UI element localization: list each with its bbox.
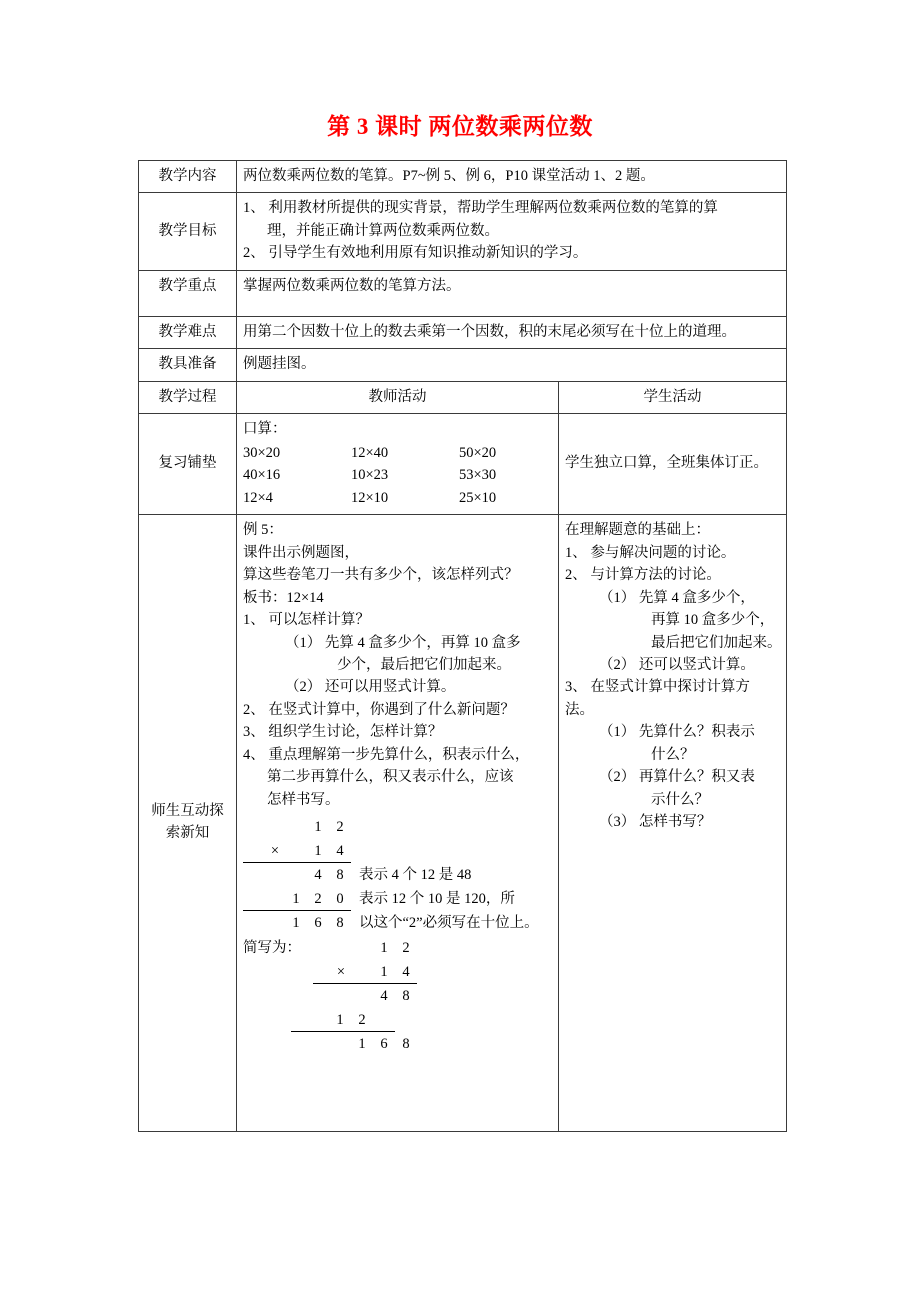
row-value-key-point: [237, 270, 787, 316]
student-step-3-sub-1-line-1: （1） 先算什么？积表示: [599, 724, 755, 741]
student-step-3-sub-2-line-1: （2） 再算什么？积又表: [599, 769, 755, 786]
teacher-step-4-line-3: 怎样书写。: [267, 791, 340, 808]
row-label-objectives: 教学目标: [139, 193, 237, 270]
vertical-calc-row-multiplier: [313, 960, 552, 984]
teacher-step-3: 3、 组织学生讨论，怎样计算？: [243, 724, 443, 741]
digit: 4: [336, 843, 344, 860]
oral-calc-item: 12×4: [243, 489, 273, 506]
row-value-difficulty: [237, 316, 787, 348]
courseware-line: 课件出示例题图，: [243, 544, 359, 561]
key-point-text: 掌握两位数乘两位数的笔算方法。: [243, 277, 461, 294]
digit: 1: [314, 843, 322, 860]
vertical-calc-row-multiplicand: [243, 815, 552, 839]
row-label-explore: 师生互动探索新知: [139, 515, 237, 1132]
row-label-materials: 教具准备: [139, 349, 237, 381]
review-teacher-activity: [237, 414, 559, 515]
row-label-key-point: 教学重点: [139, 270, 237, 316]
vertical-calc-digits: [243, 888, 351, 911]
student-step-3-sub-2-line-2: 示什么？: [651, 791, 709, 808]
oral-calc-item: 10×23: [351, 467, 389, 484]
vertical-calc-digits: [243, 840, 351, 863]
objective-1-line-1: 1、 利用教材所提供的现实背景，帮助学生理解两位数乘两位数的笔算的算: [243, 200, 718, 217]
teacher-step-1: 1、 可以怎样计算？: [243, 612, 370, 629]
lesson-plan-table: [138, 160, 787, 1132]
oral-calc-item: 53×30: [459, 467, 497, 484]
vertical-calc-digits: [243, 815, 351, 839]
column-header-teacher-activity: 教师活动: [237, 381, 559, 413]
vertical-calc-row-multiplicand: [313, 936, 552, 960]
student-intro: 在理解题意的基础上：: [565, 522, 710, 539]
vertical-calc-digits: [313, 936, 417, 960]
table-row-materials: [139, 349, 787, 381]
digit: 1: [336, 1011, 344, 1028]
partial-1-note: 表示 4 个 12 是 48: [359, 867, 472, 884]
oral-calc-item: 25×10: [459, 489, 497, 506]
digit: 1: [292, 915, 300, 932]
digit: 1: [292, 891, 300, 908]
digit: 4: [380, 987, 388, 1004]
product-note: 以这个“2”必须写在十位上。: [359, 915, 539, 932]
student-step-3-sub-3: （3） 怎样书写？: [599, 814, 712, 831]
vertical-calc-row-partial-1: [313, 984, 552, 1008]
column-header-student-activity: 学生活动: [559, 381, 787, 413]
teacher-step-4-line-2: 第二步再算什么，积又表示什么，应该: [267, 769, 514, 786]
row-label-difficulty: 教学难点: [139, 316, 237, 348]
student-step-3-line-2: 法。: [565, 701, 594, 718]
digit: 1: [314, 819, 322, 836]
student-step-2-sub-2: （2） 还可以竖式计算。: [599, 656, 755, 673]
digit: 2: [314, 891, 322, 908]
table-row-explore: [139, 515, 787, 1132]
student-step-2-sub-1-line-2: 再算 10 盒多少个，: [651, 612, 775, 629]
teacher-step-1-sub-1-line-1: （1） 先算 4 盒多少个，再算 10 盒多: [285, 634, 521, 651]
teaching-content-text: 两位数乘两位数的笔算。P7~例 5、例 6，P10 课堂活动 1、2 题。: [243, 168, 655, 184]
oral-calc-row: [243, 442, 552, 464]
table-row-teaching-content: [139, 161, 787, 193]
digit: 0: [336, 891, 344, 908]
vertical-calc-digits: [313, 1032, 417, 1056]
vertical-calc-digits: [291, 1009, 395, 1032]
digit: 2: [402, 939, 410, 956]
student-step-3-line-1: 3、 在竖式计算中探讨计算方: [565, 679, 750, 696]
student-step-2: 2、 与计算方法的讨论。: [565, 567, 721, 584]
explore-teacher-activity: [237, 515, 559, 1132]
teacher-step-1-sub-2: （2） 还可以用竖式计算。: [285, 679, 456, 696]
digit: 1: [358, 1035, 366, 1052]
vertical-calc-row-partial-2: [313, 1008, 552, 1032]
table-row-objectives: [139, 193, 787, 270]
student-step-1: 1、 参与解决问题的讨论。: [565, 544, 736, 561]
digit: 6: [380, 1035, 388, 1052]
digit: 6: [314, 915, 322, 932]
teacher-step-4-line-1: 4、 重点理解第一步先算什么，积表示什么，: [243, 746, 530, 763]
student-step-2-sub-1-line-3: 最后把它们加起来。: [651, 634, 782, 651]
digit: 4: [314, 867, 322, 884]
column-header-process: 教学过程: [139, 381, 237, 413]
student-step-3-sub-1-line-2: 什么？: [651, 746, 695, 763]
vertical-calculation-expanded: [243, 815, 552, 935]
objective-2: 2、 引导学生有效地利用原有知识推动新知识的学习。: [243, 245, 588, 262]
difficulty-text: 用第二个因数十位上的数去乘第一个因数，积的末尾必须写在十位上的道理。: [243, 323, 736, 340]
oral-calc-heading: 口算：: [243, 421, 287, 438]
digit: 8: [402, 1035, 410, 1052]
row-value-materials: [237, 349, 787, 381]
oral-calc-item: 30×20: [243, 444, 281, 461]
vertical-calc-row-product: [313, 1032, 552, 1056]
multiply-operator-icon: ×: [270, 843, 280, 860]
row-label-teaching-content: 教学内容: [139, 161, 237, 193]
board-writing-line: 板书：12×14: [243, 589, 324, 606]
vertical-calc-row-product: [243, 911, 552, 935]
row-value-teaching-content: [237, 161, 787, 193]
vertical-calc-row-partial-2: [243, 887, 552, 911]
bottom-spacer: [243, 1056, 552, 1126]
oral-calc-item: 12×40: [351, 444, 389, 461]
review-student-activity: [559, 414, 787, 515]
digit: 8: [336, 915, 344, 932]
oral-calc-item: 12×10: [351, 489, 389, 506]
vertical-calc-row-multiplier: [243, 839, 552, 863]
digit: 2: [336, 819, 344, 836]
digit: 2: [358, 1011, 366, 1028]
review-student-text: 学生独立口算，全班集体订正。: [565, 455, 768, 472]
simplified-form-label: 简写为：: [243, 940, 301, 957]
digit: 4: [402, 963, 410, 980]
digit: 1: [380, 963, 388, 980]
example-heading: 例 5：: [243, 522, 283, 539]
multiply-operator-icon: ×: [336, 963, 346, 980]
oral-calc-row: [243, 464, 552, 486]
vertical-calc-digits: [243, 863, 351, 887]
row-label-review: 复习铺垫: [139, 414, 237, 515]
digit: 8: [402, 987, 410, 1004]
teacher-step-1-sub-1-line-2: 少个，最后把它们加起来。: [337, 656, 511, 673]
vertical-calc-digits: [313, 961, 417, 984]
digit: 1: [380, 939, 388, 956]
explore-student-activity: [559, 515, 787, 1132]
table-row-key-point: [139, 270, 787, 316]
table-row-process-header: [139, 381, 787, 413]
oral-calc-item: 50×20: [459, 444, 497, 461]
table-row-difficulty: [139, 316, 787, 348]
vertical-calc-row-partial-1: [243, 863, 552, 887]
vertical-calc-digits: [243, 911, 351, 935]
vertical-calculation-simplified: [313, 936, 552, 1056]
question-line: 算这些卷笔刀一共有多少个，该怎样列式？: [243, 567, 519, 584]
materials-text: 例题挂图。: [243, 356, 316, 373]
student-step-2-sub-1-line-1: （1） 先算 4 盒多少个，: [599, 589, 755, 606]
table-row-review: [139, 414, 787, 515]
oral-calculation-grid: [243, 442, 552, 509]
partial-2-note: 表示 12 个 10 是 120，所: [359, 891, 515, 908]
teacher-step-2: 2、 在竖式计算中，你遇到了什么新问题？: [243, 701, 515, 718]
page-title: 第 3 课时 两位数乘两位数: [327, 114, 593, 139]
objective-1-line-2: 理，并能正确计算两位数乘两位数。: [267, 222, 499, 239]
row-value-objectives: [237, 193, 787, 270]
oral-calc-row: [243, 487, 552, 509]
digit: 8: [336, 867, 344, 884]
oral-calc-item: 40×16: [243, 467, 281, 484]
vertical-calc-digits: [313, 984, 417, 1008]
